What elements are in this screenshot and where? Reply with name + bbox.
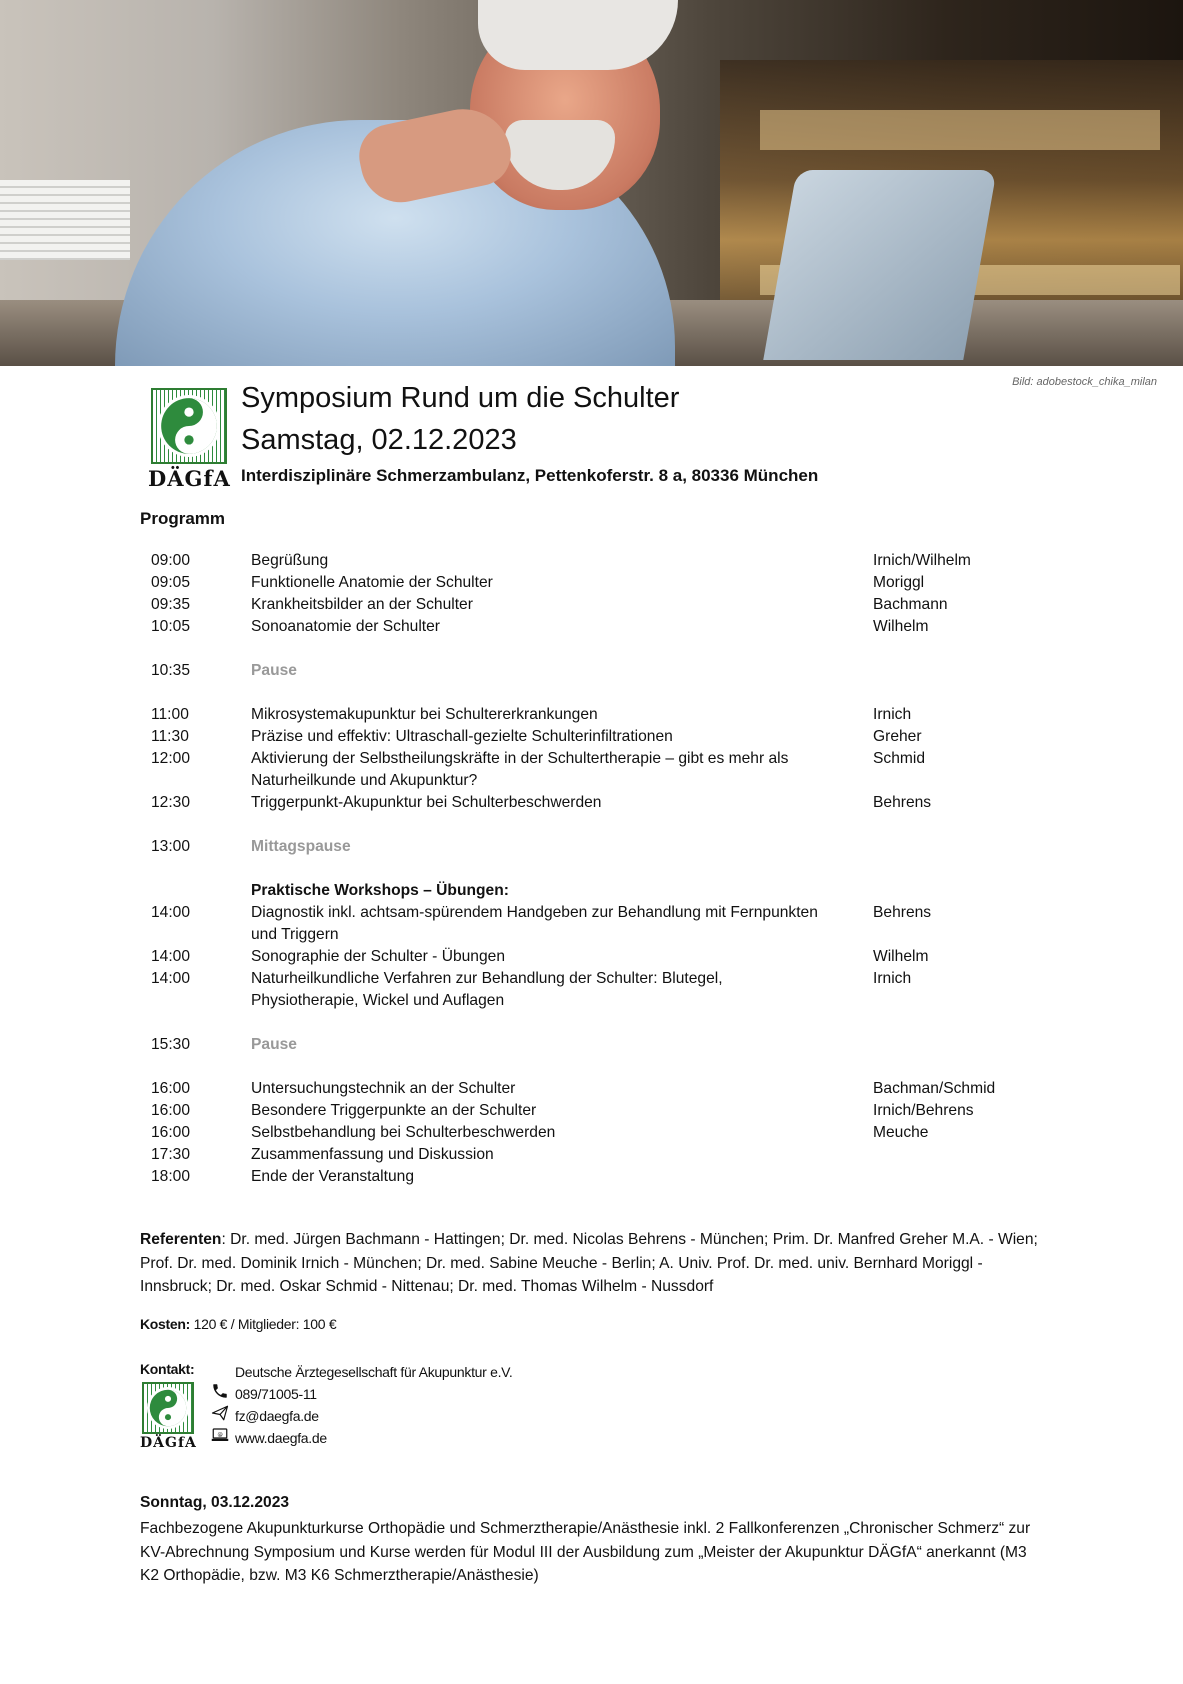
session-title: Zusammenfassung und Diskussion: [251, 1146, 494, 1163]
session-title: Präzise und effektiv: Ultraschall-gezielte Schulterinfiltrationen: [251, 728, 673, 745]
sunday-text: Fachbezogene Akupunkturkurse Orthopädie und Schmerztherapie/Anästhesie inkl. 2 Fallkonferenzen „Chronischer Schmerz“ zur KV-Abrechnung Symposium und Kurse werden für Modul III der Ausbildung zum „Meister der Akupunktur DÄGfA“ anerkannt (M3 K2 Orthopädie, bzw. M3 K6 Schmerztherapie/Anästhesie): [140, 1520, 1031, 1584]
time: 14:00: [151, 970, 191, 987]
program-row: [151, 1166, 1051, 1188]
program-row: [151, 1122, 1051, 1144]
pause-row: [151, 660, 1051, 682]
speaker: Greher: [873, 728, 922, 745]
session-title: Ende der Veranstaltung: [251, 1168, 414, 1185]
page-title: Symposium Rund um die Schulter: [241, 382, 680, 414]
contact-web: [205, 1427, 513, 1449]
session-title-line: Naturheilkunde und Akupunktur?: [251, 772, 478, 789]
program-row: [151, 1100, 1051, 1122]
contact-email: [205, 1405, 513, 1427]
program-row: [151, 946, 1051, 968]
session-title: Begrüßung: [251, 552, 329, 569]
phone-icon: [205, 1382, 235, 1406]
time: 17:30: [151, 1146, 191, 1163]
session-title: Sonoanatomie der Schulter: [251, 618, 440, 635]
session-title: Mikrosystemakupunktur bei Schultererkrankungen: [251, 706, 598, 723]
logo-text: DÄGfA: [140, 1435, 197, 1451]
pause-row: [151, 1034, 1051, 1056]
session-title: Funktionelle Anatomie der Schulter: [251, 574, 493, 591]
time: 12:00: [151, 750, 191, 767]
session-title-line: Naturheilkundliche Verfahren zur Behandlung der Schulter: Blutegel,: [251, 970, 723, 987]
time: 18:00: [151, 1168, 191, 1185]
program-row: [151, 704, 1051, 726]
time: 13:00: [151, 838, 191, 855]
logo-tile: [142, 1382, 194, 1434]
session-title: [251, 968, 873, 1012]
speaker: [873, 1166, 1053, 1188]
image-credit: Bild: adobestock_chika_milan: [1012, 376, 1157, 388]
laptop-icon: [205, 1427, 235, 1449]
yin-yang-icon: [147, 1387, 189, 1429]
svg-text:@: @: [217, 1431, 223, 1438]
speakers-label: Referenten: [140, 1231, 222, 1248]
speaker: Bachman/Schmid: [873, 1080, 996, 1097]
session-title: Triggerpunkt-Akupunktur bei Schulterbeschwerden: [251, 794, 602, 811]
daegfa-logo-small: [140, 1382, 197, 1451]
program-row: [151, 616, 1051, 638]
session-title: [251, 748, 873, 792]
program-row: [151, 550, 1051, 572]
speaker: Behrens: [873, 904, 932, 921]
program-row: [151, 594, 1051, 616]
time: 16:00: [151, 1124, 191, 1141]
time: 16:00: [151, 1080, 191, 1097]
contact-phone: [205, 1383, 513, 1405]
session-title: Krankheitsbilder an der Schulter: [251, 596, 473, 613]
hero-photo: [0, 0, 1183, 366]
speaker: Irnich: [873, 970, 912, 987]
costs-label: Kosten:: [140, 1316, 191, 1332]
speaker: Irnich: [873, 706, 912, 723]
pause-label: Pause: [251, 662, 297, 679]
time: 11:00: [151, 706, 189, 723]
speaker: Meuche: [873, 1124, 929, 1141]
program-row: [151, 968, 1051, 1012]
time: 11:30: [151, 728, 189, 745]
venue: Interdisziplinäre Schmerzambulanz, Pettenkoferstr. 8 a, 80336 München: [241, 466, 819, 485]
time: 15:30: [151, 1036, 191, 1053]
session-title-line: Physiotherapie, Wickel und Auflagen: [251, 992, 505, 1009]
time: 09:00: [151, 552, 191, 569]
speaker: Irnich/Wilhelm: [873, 552, 971, 569]
contact-label: Kontakt:: [140, 1361, 195, 1377]
program-row: [151, 726, 1051, 748]
pause-row: [151, 836, 1051, 858]
speakers-text: : Dr. med. Jürgen Bachmann - Hattingen; Dr. med. Nicolas Behrens - München; Prim. Dr. Manfred Greher M.A. - Wien; Prof. Dr. med. Dominik Irnich - München; Dr. med. Sabine Meuche - Berlin; A. Univ. Prof. Dr. med. univ. Bernhard Moriggl - Innsbruck; Dr. med. Oskar Schmid - Nittenau; Dr. med. Thomas Wilhelm - Nussdorf: [140, 1231, 1038, 1295]
program-heading: Programm: [140, 509, 226, 528]
phone-number[interactable]: 089/71005-11: [235, 1386, 317, 1402]
pause-label: Pause: [251, 1036, 297, 1053]
time: 14:00: [151, 948, 191, 965]
man-hair: [478, 0, 678, 70]
session-title: Untersuchungstechnik an der Schulter: [251, 1080, 516, 1097]
plates-stack: [0, 180, 130, 260]
time: 14:00: [151, 904, 191, 921]
logo-tile: [151, 388, 227, 464]
event-date: Samstag, 02.12.2023: [241, 424, 517, 456]
send-icon: [205, 1404, 235, 1428]
program-row: [151, 902, 1051, 946]
daegfa-logo: [148, 388, 231, 491]
session-title: Selbstbehandlung bei Schulterbeschwerden: [251, 1124, 556, 1141]
session-title-line: Aktivierung der Selbstheilungskräfte in der Schultertherapie – gibt es mehr als: [251, 750, 789, 767]
session-title: Sonographie der Schulter - Übungen: [251, 948, 505, 965]
email-link[interactable]: fz@daegfa.de: [235, 1408, 319, 1424]
time: 12:30: [151, 794, 191, 811]
workshops-heading: Praktische Workshops – Übungen:: [251, 882, 509, 899]
time: 09:05: [151, 574, 191, 591]
logo-text: DÄGfA: [148, 466, 231, 491]
yin-yang-icon: [158, 395, 220, 457]
time: 09:35: [151, 596, 191, 613]
time: 10:35: [151, 662, 191, 679]
speaker: Bachmann: [873, 596, 948, 613]
session-title-line: und Triggern: [251, 926, 339, 943]
costs-text: 120 € / Mitglieder: 100 €: [190, 1316, 337, 1332]
pause-label: Mittagspause: [251, 838, 351, 855]
shelf-light: [760, 110, 1160, 150]
contact-block: [205, 1361, 513, 1449]
speakers-list: [140, 1228, 1040, 1299]
program-row: [151, 572, 1051, 594]
speaker: Schmid: [873, 750, 925, 767]
workshops-heading-row: [151, 880, 1051, 902]
program-row: [151, 748, 1051, 792]
speaker: Wilhelm: [873, 948, 929, 965]
program-row: [151, 1144, 1051, 1166]
costs: [140, 1316, 336, 1332]
program-row: [151, 1078, 1051, 1100]
speaker: [873, 1144, 1053, 1166]
contact-org-name: Deutsche Ärztegesellschaft für Akupunktur e.V.: [235, 1364, 513, 1380]
website-link[interactable]: www.daegfa.de: [235, 1430, 327, 1446]
time: 10:05: [151, 618, 191, 635]
session-title-line: Diagnostik inkl. achtsam-spürendem Handgeben zur Behandlung mit Fernpunkten: [251, 904, 818, 921]
time: 16:00: [151, 1102, 191, 1119]
contact-org: [205, 1361, 513, 1383]
sunday-heading: Sonntag, 03.12.2023: [140, 1494, 290, 1511]
speaker: Behrens: [873, 794, 932, 811]
program-row: [151, 792, 1051, 814]
speaker: Irnich/Behrens: [873, 1102, 974, 1119]
program-schedule: [151, 550, 1051, 1188]
laptop: [763, 170, 997, 360]
speaker: Moriggl: [873, 574, 925, 591]
session-title: [251, 902, 873, 946]
session-title: Besondere Triggerpunkte an der Schulter: [251, 1102, 537, 1119]
speaker: Wilhelm: [873, 618, 929, 635]
